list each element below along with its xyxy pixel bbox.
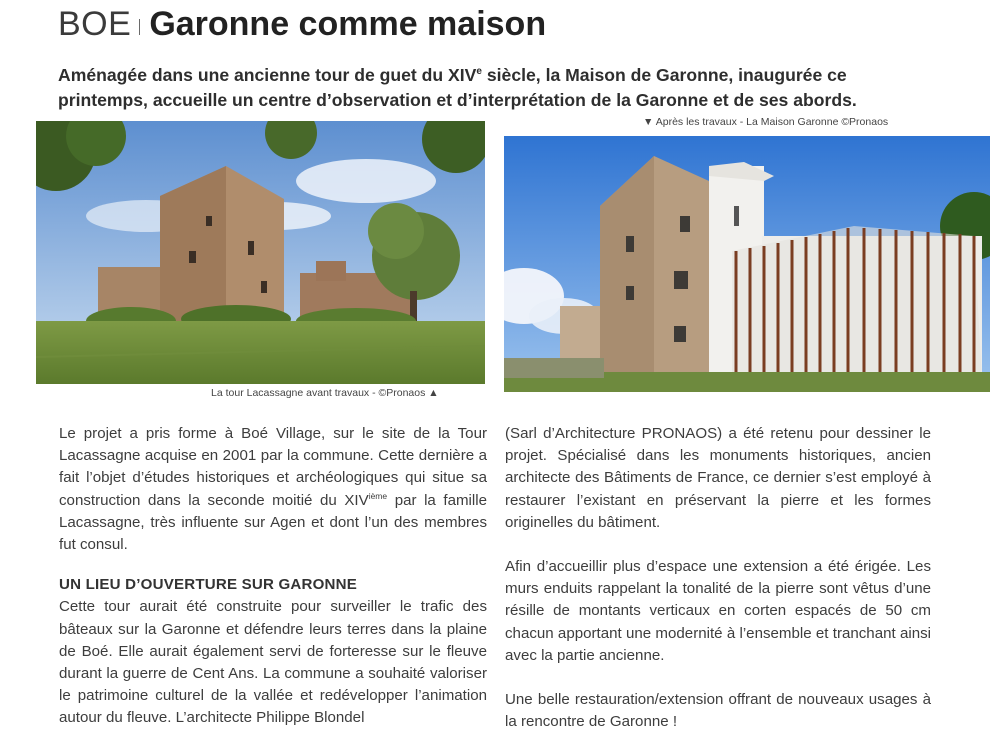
article-column-left	[59, 423, 487, 730]
lead-superscript: e	[476, 66, 482, 77]
page-title	[58, 2, 546, 46]
article-column-right	[505, 423, 931, 733]
paragraph-architect: (Sarl d’Architecture PRONAOS) a été retenu pour dessiner le projet. Spécialisé dans les monuments historiques, ancien architecte des Bâtiments de France, ce dernier s’est employé à restaurer l’existant en préservant la pierre et les formes originelles du bâtiment.	[505, 425, 931, 531]
paragraph-intro-start: Le projet a pris forme à Boé Village, sur le site de la Tour Lacassagne acquise en 2001 par la commune. Cette dernière a fait l’objet d’études historiques et archéologiques qui situe sa construction dans la seconde moitié du XIV	[59, 425, 487, 509]
paragraph-conclusion: Une belle restauration/extension offrant de nouveaux usages à la rencontre de Garonne !	[505, 691, 931, 731]
place-name: BOE	[58, 5, 132, 43]
photo-tower-before-illustration	[36, 121, 485, 384]
paragraph-intro-end: par la famille Lacassagne, très influente sur Agen et dont l’un des membres fut consul.	[59, 491, 487, 554]
photo-caption-after: ▼ Après les travaux - La Maison Garonne ©Pronaos	[643, 116, 889, 128]
photo-tower-before	[36, 121, 485, 384]
paragraph-intro	[59, 423, 487, 556]
lead-text-end: siècle, la Maison de Garonne, inaugurée ce printemps, accueille un centre d’observation et d’interprétation de la Garonne et de ses abords.	[58, 64, 857, 110]
section-heading: UN LIEU D’OUVERTURE SUR GARONNE	[59, 576, 358, 594]
lead-paragraph	[58, 59, 938, 113]
century-superscript: ième	[368, 490, 388, 501]
title-separator	[139, 19, 140, 35]
paragraph-history: Cette tour aurait été construite pour surveiller le trafic des bâteaux sur la Garonne et défendre leurs terres dans la plaine de Boé. Elle aurait également servi de forteresse sur le fleuve durant la guerre de Cent Ans. La commune a souhaité valoriser le patrimoine culturel de la vallée et redévelopper l’animation autour du fleuve. L’architecte Philippe Blondel	[59, 598, 487, 727]
photo-maison-after-illustration	[504, 136, 990, 392]
lead-text-start: Aménagée dans une ancienne tour de guet du XIV	[58, 64, 477, 85]
photo-maison-after	[504, 136, 990, 392]
article-title: Garonne comme maison	[149, 5, 547, 43]
photo-caption-before: La tour Lacassagne avant travaux - ©Pronaos ▲	[211, 387, 439, 399]
paragraph-extension: Afin d’accueillir plus d’espace une extension a été érigée. Les murs enduits rappelant la tonalité de la pierre sont vêtus d’une résille de montants verticaux en corten espacés de 50 cm chacun apportant une modernité à l’ensemble et tranchant ainsi avec la partie ancienne.	[505, 558, 931, 664]
